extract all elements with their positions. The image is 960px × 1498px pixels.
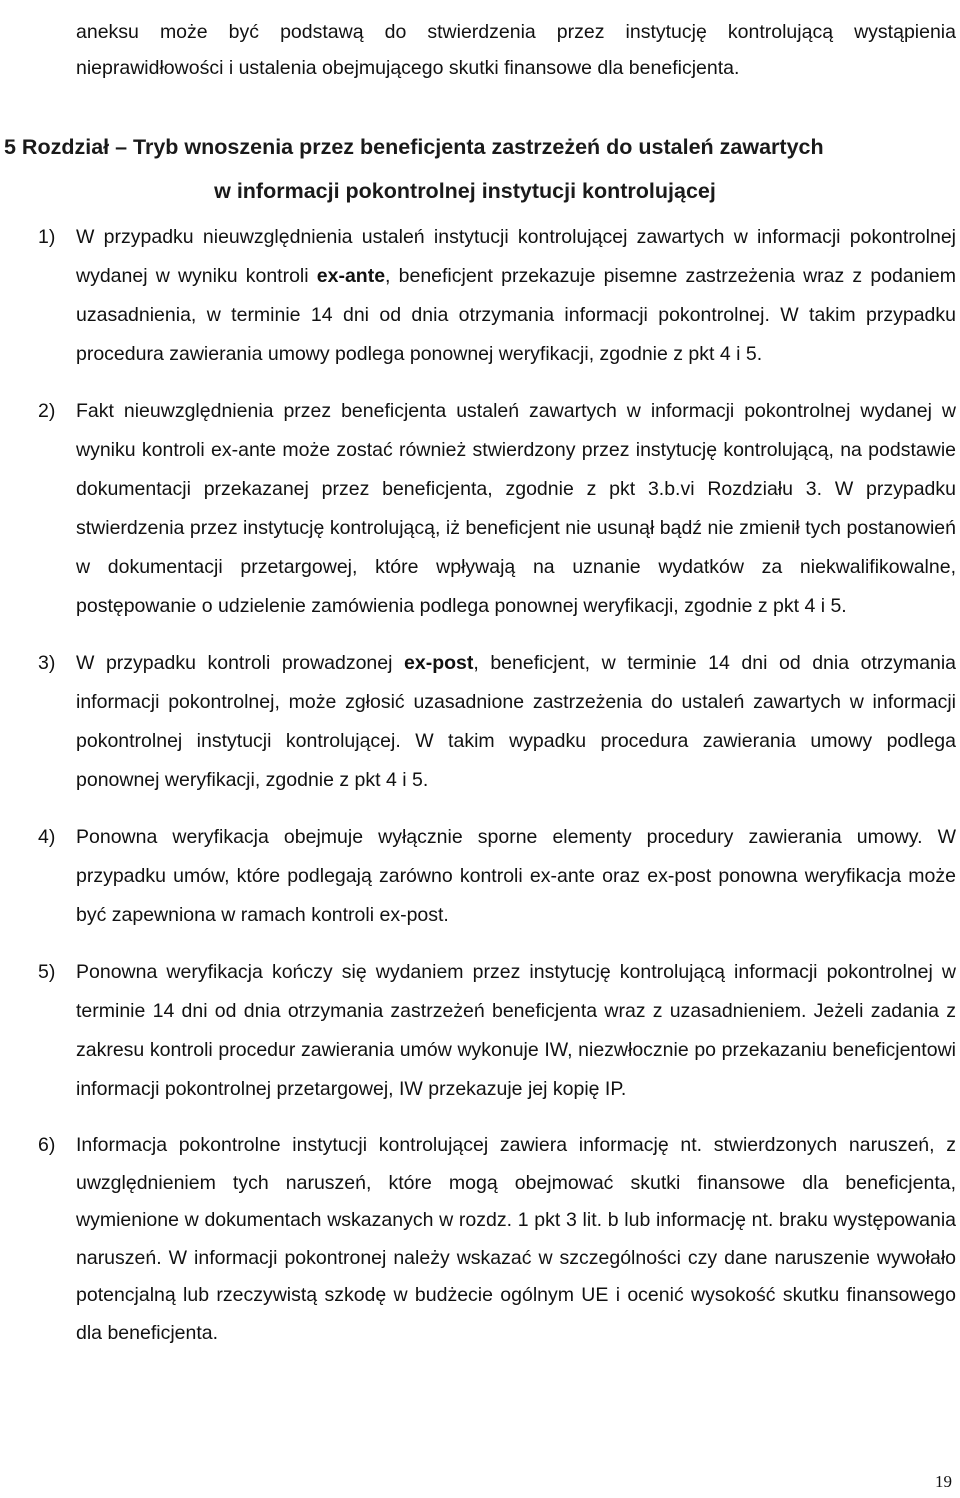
page-number: 19 [935, 1472, 952, 1491]
list-item-text: Ponowna weryfikacja kończy się wydaniem przez instytucję kontrolującą informacji pokontrolnej w terminie 14 dni od dnia otrzymania zastrzeżeń beneficjenta wraz z uzasadnieniem. Jeżeli zadania z zakresu kontroli procedur zawierania umów wykonuje IW, niezwłocznie po przekazaniu beneficjentowi informacji pokontrolnej przetargowej, IW przekazuje jej kopię IP. [76, 961, 956, 1100]
list-item-2 [0, 392, 956, 626]
list-item-4 [0, 818, 956, 935]
list-item-bold-term: ex-ante [316, 265, 386, 287]
list-item-1 [0, 218, 956, 374]
list-item-text: W przypadku kontroli prowadzonej [76, 652, 405, 674]
list-item-number: 5) [38, 961, 56, 983]
list-item-6 [0, 1127, 956, 1352]
list-item-text: Fakt nieuwzględnienia przez beneficjenta ustaleń zawartych w informacji pokontrolnej wydanej w wyniku kontroli ex-ante może zostać również stwierdzony przez instytucję kontrolującą, na podstawie dokumentacji przekazanej przez beneficjenta, zgodnie z pkt 3.b.vi Rozdziału 3. W przypadku stwierdzenia przez instytucję kontrolującą, iż beneficjent nie usunął bądź nie zmienił tych postanowień w dokumentacji przetargowej, które wpływają na uznanie wydatków za niekwalifikowalne, postępowanie o udzielenie zamówienia podlega ponownej weryfikacji, zgodnie z pkt 4 i 5. [76, 400, 956, 617]
list-item-text: W przypadku nieuwzględnienia ustaleń instytucji kontrolującej zawartych w informacji pokontrolnej wydanej w wyniku kontroli [76, 226, 956, 287]
intro-paragraph: aneksu może być podstawą do stwierdzenia przez instytucję kontrolującą wystąpienia nieprawidłowości i ustalenia obejmującego skutki finansowe dla beneficjenta. [76, 20, 956, 79]
list-item-number: 2) [38, 400, 56, 422]
list-item-text: Informacja pokontrolne instytucji kontrolującej zawiera informację nt. stwierdzonych naruszeń, z uwzględnieniem tych naruszeń, które mogą obejmować skutki finansowe dla beneficjenta, wymienione w dokumentach wskazanych w rozdz. 1 pkt 3 lit. b lub informację nt. braku występowania naruszeń. W informacji pokontronej należy wskazać w szczególności czy dane naruszenie wywołało potencjalną lub rzeczywistą szkodę w budżecie ogólnym UE i ocenić wysokość skutku finansowego dla beneficjenta. [76, 1134, 956, 1344]
list-item-number: 1) [38, 226, 56, 248]
list-item-bold-term: ex-post [404, 652, 474, 674]
list-item-text: , beneficjent, w terminie 14 dni od dnia otrzymania informacji pokontrolnej, może zgłosić uzasadnione zastrzeżenia do ustaleń zawartych w informacji pokontrolnej instytucji kontrolującej. W takim wypadku procedura zawierania umowy podlega ponownej weryfikacji, zgodnie z pkt 4 i 5. [76, 652, 956, 791]
numbered-list [0, 218, 960, 1370]
list-item-number: 3) [38, 652, 56, 674]
list-item-3 [0, 644, 956, 800]
list-item-text: , beneficjent przekazuje pisemne zastrzeżenia wraz z podaniem uzasadnienia, w terminie 14 dni od dnia otrzymania informacji pokontrolnej. W takim przypadku procedura zawierania umowy podlega ponownej weryfikacji, zgodnie z pkt 4 i 5. [76, 265, 956, 365]
section-heading [0, 125, 960, 213]
section-heading-line-2: w informacji pokontrolnej instytucji kontrolującej [214, 179, 716, 203]
section-heading-line-1: 5 Rozdział – Tryb wnoszenia przez beneficjenta zastrzeżeń do ustaleń zawartych [4, 135, 824, 159]
list-item-number: 6) [38, 1134, 56, 1156]
list-item-number: 4) [38, 826, 56, 848]
list-item-text: Ponowna weryfikacja obejmuje wyłącznie sporne elementy procedury zawierania umowy. W przypadku umów, które podlegają zarówno kontroli ex-ante oraz ex-post ponowna weryfikacja może być zapewniona w ramach kontroli ex-post. [76, 826, 956, 926]
list-item-5 [0, 953, 956, 1109]
